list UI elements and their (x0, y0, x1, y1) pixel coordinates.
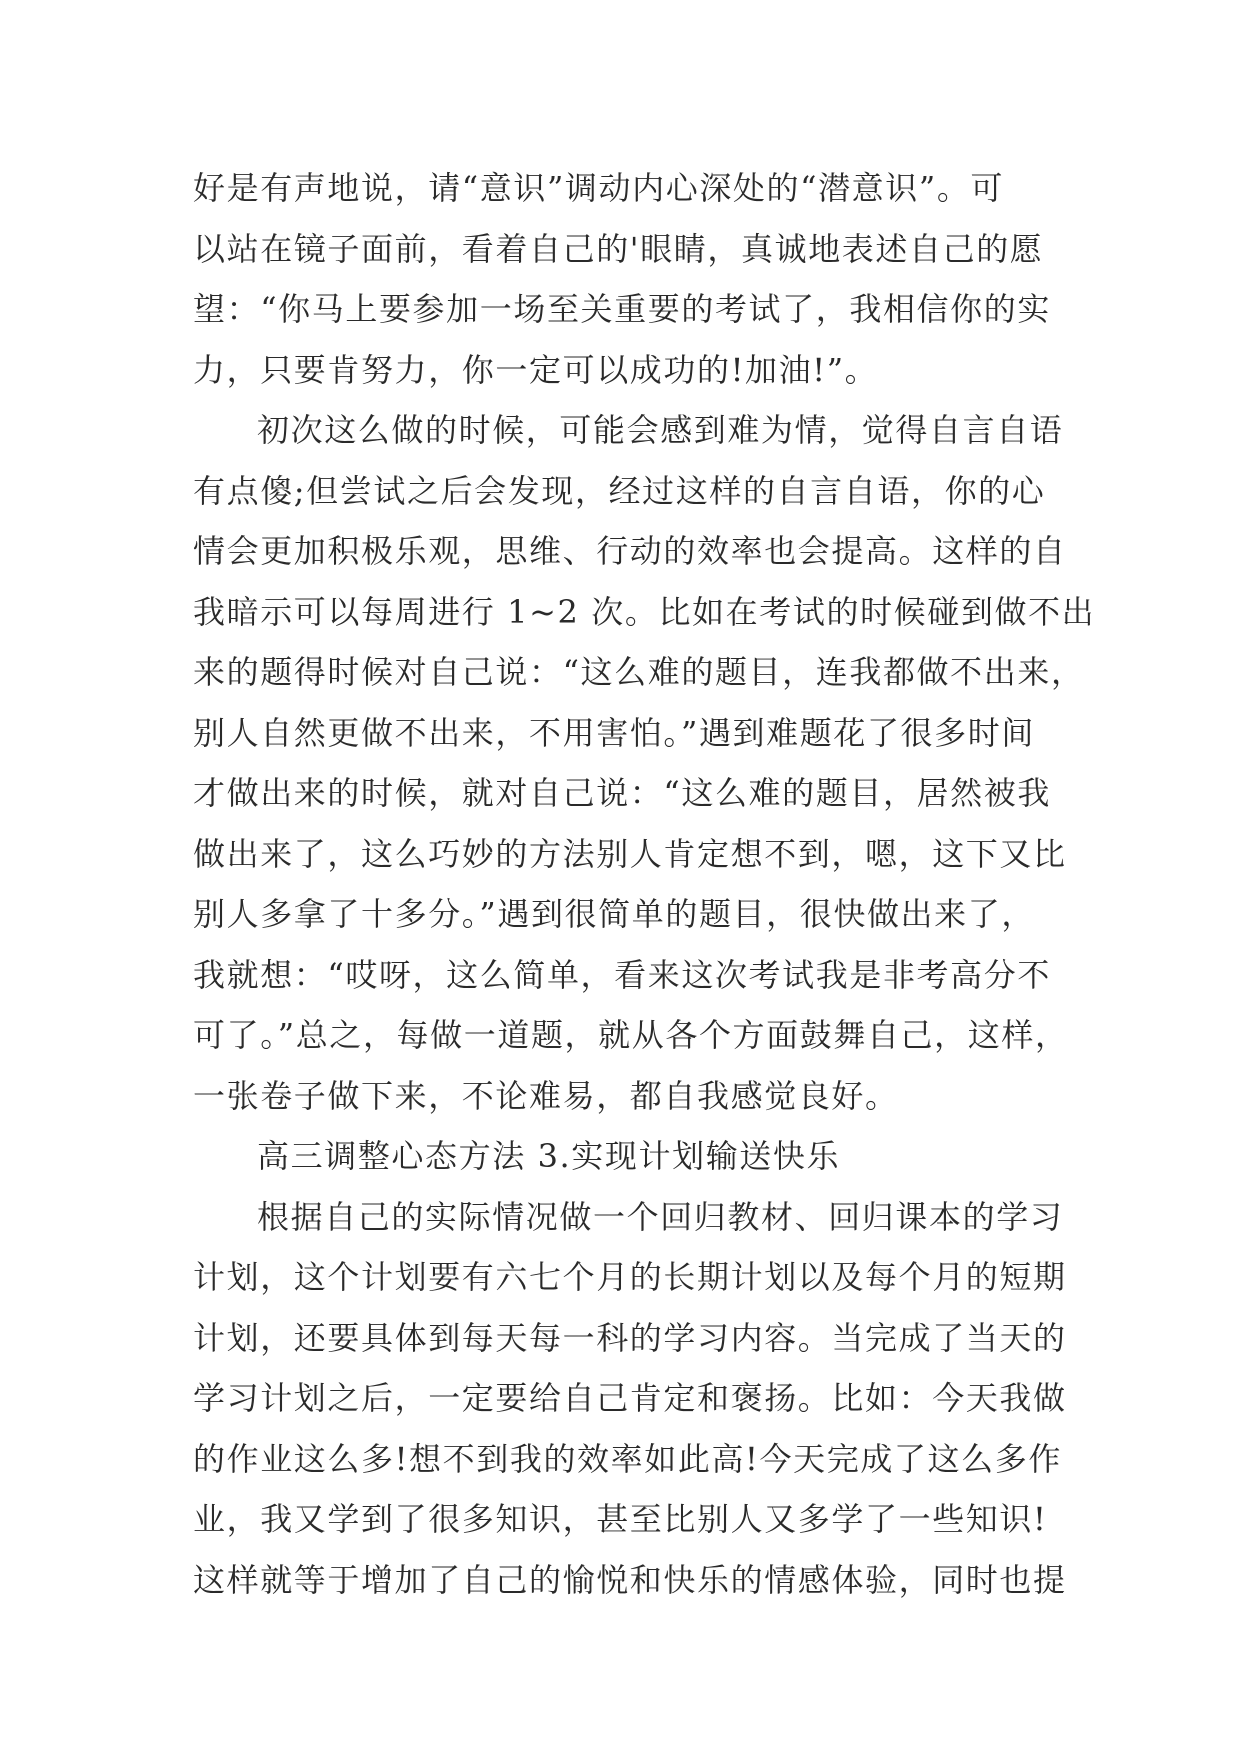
section-heading: 高三调整心态方法 3.实现计划输送快乐 (257, 1137, 841, 1175)
text-line: 别人多拿了十多分。”遇到很简单的题目，很快做出来了， (193, 895, 1035, 933)
text-line: 可了。”总之，每做一道题，就从各个方面鼓舞自己，这样， (193, 1016, 1069, 1054)
text-line: 计划，这个计划要有六七个月的长期计划以及每个月的短期 (193, 1258, 1067, 1296)
text-line: 别人自然更做不出来，不用害怕。”遇到难题花了很多时间 (193, 713, 1035, 752)
body-text (193, 158, 1096, 1610)
text-line: 我就想：“哎呀，这么简单，看来这次考试我是非考高分不 (193, 955, 1051, 994)
text-line: 望：“你马上要参加一场至关重要的考试了，我相信你的实 (193, 290, 1051, 328)
text-line: 情会更加积极乐观，思维、行动的效率也会提高。这样的自 (193, 532, 1067, 570)
text-line: 来的题得时候对自己说：“这么难的题目，连我都做不出来， (193, 653, 1085, 691)
text-line: 力，只要肯努力，你一定可以成功的!加油!”。 (193, 350, 879, 389)
text-line: 计划，还要具体到每天每一科的学习内容。当完成了当天的 (193, 1318, 1067, 1357)
text-line: 以站在镜子面前，看着自己的'眼睛，真诚地表述自己的愿 (193, 229, 1044, 268)
text-line: 学习计划之后，一定要给自己肯定和褒扬。比如：今天我做 (193, 1379, 1067, 1417)
text-line: 这样就等于增加了自己的愉悦和快乐的情感体验，同时也提 (193, 1560, 1067, 1599)
text-line: 一张卷子做下来，不论难易，都自我感觉良好。 (193, 1076, 899, 1115)
text-line: 的作业这么多!想不到我的效率如此高!今天完成了这么多作 (193, 1439, 1062, 1478)
text-line: 我暗示可以每周进行 1~2 次。比如在考试的时候碰到做不出 (193, 592, 1096, 631)
text-line: 才做出来的时候，就对自己说：“这么难的题目，居然被我 (193, 774, 1051, 812)
paragraph-first-line: 根据自己的实际情况做一个回归教材、回归课本的学习 (257, 1197, 1064, 1236)
text-line: 做出来了，这么巧妙的方法别人肯定想不到，嗯，这下又比 (193, 834, 1067, 873)
text-line: 业，我又学到了很多知识，甚至比别人又多学了一些知识! (193, 1500, 1048, 1538)
paragraph-first-line: 初次这么做的时候，可能会感到难为情，觉得自言自语 (257, 411, 1064, 449)
text-line: 好是有声地说，请“意识”调动内心深处的“潜意识”。可 (193, 169, 1005, 207)
text-line: 有点傻;但尝试之后会发现，经过这样的自言自语，你的心 (193, 471, 1046, 510)
